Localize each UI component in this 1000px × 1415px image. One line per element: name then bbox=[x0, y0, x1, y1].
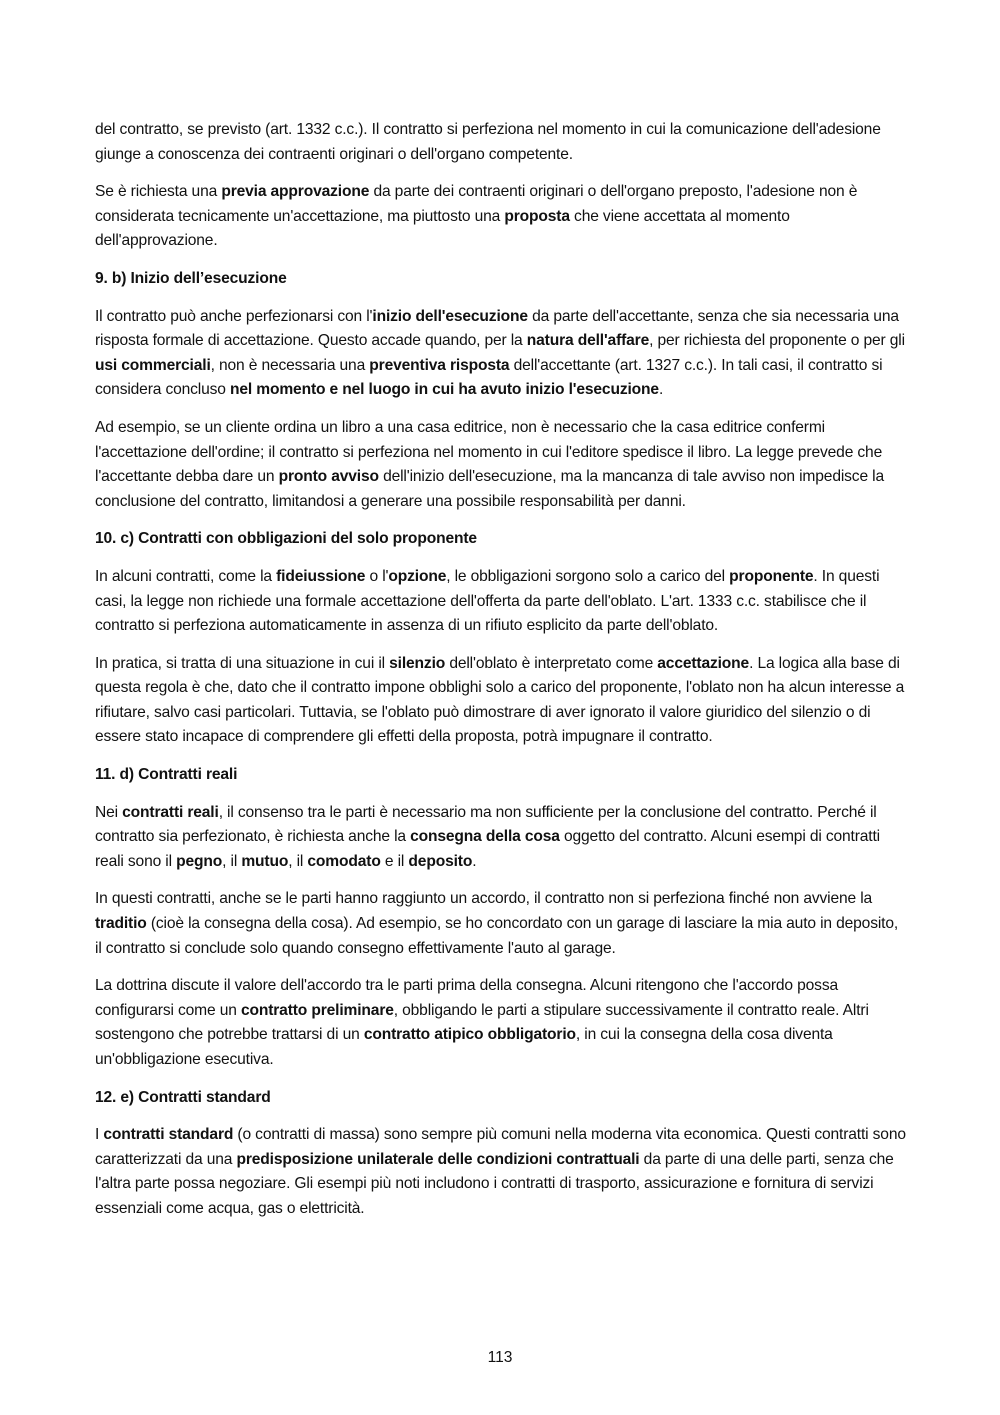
text-run: 10. c) Contratti con obbligazioni del solo proponente bbox=[95, 530, 477, 548]
text-run: , in cui la consegna della cosa diventa un'obbligazione esecutiva. bbox=[95, 1026, 833, 1068]
bold-term: pegno bbox=[176, 852, 223, 870]
text-run: In questi contratti, anche se le parti hanno raggiunto un accordo, il contratto non si perfeziona finché non avviene la bbox=[95, 890, 873, 908]
bold-term: opzione bbox=[388, 567, 447, 585]
bold-term: silenzio bbox=[389, 654, 446, 672]
section-heading bbox=[95, 763, 907, 788]
text-run: La dottrina discute il valore dell'accordo tra le parti prima della consegna. Alcuni ritengono che l'accordo possa configurarsi come un bbox=[95, 977, 838, 1019]
text-run: 9. b) Inizio dell’esecuzione bbox=[95, 269, 287, 287]
text-run: . In questi casi, la legge non richiede una formale accettazione dell'offerta da parte dell'oblato. L'art. 1333 c.c. stabilisce che il contratto si perfeziona automaticamente in assenza di un rifiuto esplicito da parte dell'oblato. bbox=[95, 567, 880, 635]
text-run: , il bbox=[288, 852, 308, 870]
text-run: , il consenso tra le parti è necessario ma non sufficiente per la conclusione del contratto. Perché il contratto sia perfezionato, è richiesta anche la bbox=[95, 803, 877, 846]
text-run: Ad esempio, se un cliente ordina un libro a una casa editrice, non è necessario che la casa editrice confermi l'accettazione dell'ordine; il contratto si perfeziona nel momento in cui l'editore spedisce il libro. La legge prevede che l'accettante debba dare un bbox=[95, 418, 883, 486]
text-run: Nei bbox=[95, 803, 123, 821]
paragraph bbox=[95, 565, 907, 639]
bold-term: nel momento e nel luogo in cui ha avuto inizio l'esecuzione bbox=[229, 381, 659, 399]
paragraph bbox=[95, 974, 907, 1072]
bold-term: comodato bbox=[307, 852, 381, 870]
text-run: che viene accettata al momento dell'approvazione. bbox=[95, 207, 790, 250]
bold-term: inizio dell'esecuzione bbox=[372, 307, 528, 325]
bold-term: contratti standard bbox=[103, 1126, 234, 1144]
bold-term: previa approvazione bbox=[221, 183, 370, 201]
text-run: In alcuni contratti, come la bbox=[95, 567, 277, 585]
text-run: e il bbox=[380, 852, 409, 870]
text-run: In pratica, si tratta di una situazione in cui il bbox=[95, 654, 390, 672]
paragraph bbox=[95, 118, 907, 167]
text-run: . bbox=[658, 381, 664, 399]
text-run: 11. d) Contratti reali bbox=[95, 766, 238, 784]
text-run: o l' bbox=[365, 567, 389, 585]
text-run: . bbox=[472, 852, 477, 870]
text-run: oggetto del contratto. Alcuni esempi di contratti reali sono il bbox=[95, 828, 880, 870]
bold-term: proposta bbox=[504, 207, 570, 225]
text-run: (cioè la consegna della cosa). Ad esempio, se ho concordato con un garage di lasciare la mia auto in deposito, il contratto si conclude solo quando consegno effettivamente l'auto al garage. bbox=[95, 915, 899, 957]
bold-term: natura dell'affare bbox=[526, 332, 650, 350]
bold-term: deposito bbox=[408, 852, 473, 870]
text-run: (o contratti di massa) sono sempre più comuni nella moderna vita economica. Questi contratti sono caratterizzati da una bbox=[95, 1126, 906, 1168]
paragraph bbox=[95, 1123, 907, 1221]
bold-term: usi commerciali bbox=[95, 356, 211, 374]
bold-term: traditio bbox=[95, 915, 147, 933]
bold-term: predisposizione unilaterale delle condizioni contrattuali bbox=[236, 1150, 640, 1168]
text-run: da parte dei contraenti originari o dell'organo preposto, l'adesione non è considerata tecnicamente un'accettazione, ma piuttosto una bbox=[95, 183, 858, 225]
text-run: da parte dell'accettante, senza che sia necessaria una risposta formale di accettazione. Questo accade quando, per la bbox=[95, 307, 899, 350]
bold-term: contratti reali bbox=[122, 803, 219, 821]
text-run: del contratto, se previsto (art. 1332 c.c.). Il contratto si perfeziona nel momento in cui la comunicazione dell'adesione giunge a conoscenza dei contraenti originari o dell'organo competente. bbox=[95, 121, 881, 163]
paragraph bbox=[95, 305, 907, 403]
paragraph bbox=[95, 887, 907, 961]
paragraph bbox=[95, 180, 907, 254]
bold-term: preventiva risposta bbox=[369, 356, 510, 374]
bold-term: contratto atipico obbligatorio bbox=[363, 1026, 576, 1044]
page-number: 113 bbox=[487, 1349, 513, 1366]
section-heading bbox=[95, 1086, 907, 1111]
bold-term: pronto avviso bbox=[278, 468, 379, 486]
text-run: , il bbox=[222, 852, 242, 870]
paragraph bbox=[95, 801, 907, 875]
paragraph bbox=[95, 652, 907, 750]
bold-term: fideiussione bbox=[276, 567, 366, 585]
text-run: , non è necessaria una bbox=[210, 356, 370, 374]
bold-term: contratto preliminare bbox=[240, 1001, 394, 1019]
bold-term: mutuo bbox=[241, 852, 289, 870]
section-heading bbox=[95, 267, 907, 292]
section-heading bbox=[95, 527, 907, 552]
text-run: , obbligando le parti a stipulare successivamente il contratto reale. Altri sostengono che potrebbe trattarsi di un bbox=[95, 1001, 869, 1044]
text-run: Il contratto può anche perfezionarsi con l' bbox=[95, 307, 373, 325]
text-run: 12. e) Contratti standard bbox=[95, 1088, 271, 1106]
text-run: dell'inizio dell'esecuzione, ma la mancanza di tale avviso non impedisce la conclusione del contratto, limitandosi a generare una possibile responsabilità per danni. bbox=[95, 468, 884, 510]
paragraph bbox=[95, 416, 907, 514]
text-run: Se è richiesta una bbox=[95, 183, 222, 201]
page-body bbox=[95, 118, 907, 1235]
text-run: , per richiesta del proponente o per gli bbox=[649, 332, 905, 350]
text-run: dell'oblato è interpretato come bbox=[445, 654, 658, 672]
bold-term: consegna della cosa bbox=[410, 828, 560, 846]
bold-term: accettazione bbox=[657, 654, 750, 672]
text-run: . La logica alla base di questa regola è che, dato che il contratto impone obblighi solo a carico del proponente, l'oblato non ha alcun interesse a rifiutare, salvo casi particolari. Tuttavia, se l'oblato può dimostrare di aver ignorato il valore giuridico del silenzio o di essere stato incapace di comprendere gli effetti della proposta, potrà impugnare il contratto. bbox=[95, 654, 905, 746]
text-run: I bbox=[95, 1126, 104, 1144]
text-run: da parte di una delle parti, senza che l'altra parte possa negoziare. Gli esempi più noti includono i contratti di trasporto, assicurazione e fornitura di servizi essenziali come acqua, gas o elettricità. bbox=[95, 1150, 894, 1217]
text-run: dell'accettante (art. 1327 c.c.). In tali casi, il contratto si considera concluso bbox=[95, 356, 883, 399]
text-run: , le obbligazioni sorgono solo a carico del bbox=[446, 567, 730, 585]
bold-term: proponente bbox=[729, 567, 814, 585]
